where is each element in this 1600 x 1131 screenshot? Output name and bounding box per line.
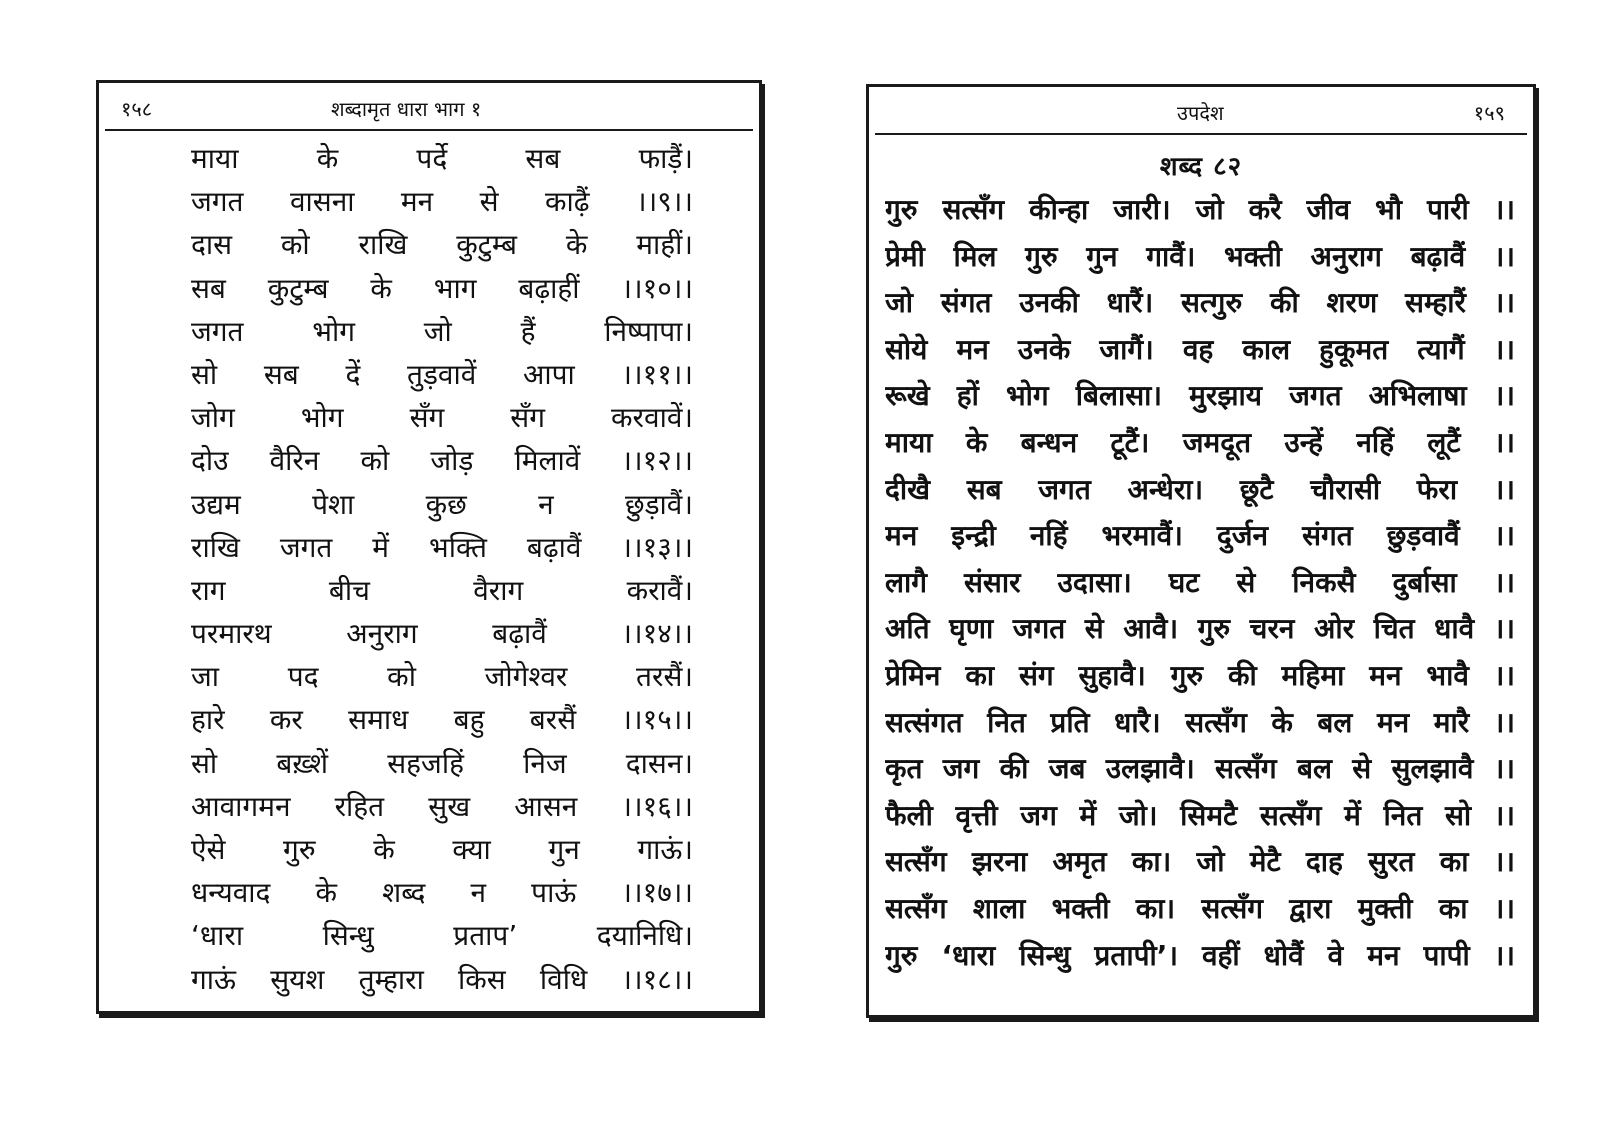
right-page [866,84,1536,1018]
left-page [96,80,762,1014]
verse-line: ‘धारा सिन्धु प्रताप’ दयानिधि। [191,919,693,953]
verse-line: प्रेमिन का संग सुहावै। गुरु की महिमा मन भावै ।। [885,658,1515,692]
verse-line: फैली वृत्ती जग में जो। सिमटै सत्सँग में नित सो ।। [885,798,1515,832]
verse-line: जो संगत उनकी धारैं। सत्गुरु की शरण सम्हारैं ।। [885,286,1515,320]
verse-line: राखि जगत में भक्ति बढ़ावैं ।।१३।। [191,530,693,564]
verse-line: दास को राखि कुटुम्ब के माहीं। [191,228,693,262]
verse-line: अति घृणा जगत से आवै। गुरु चरन ओर चित धावै ।। [885,612,1515,646]
verse-line: मन इन्द्री नहिं भरमावैं। दुर्जन संगत छुड़वावैं ।। [885,519,1515,553]
verse-line: सो बख़्शें सहजहिं निज दासन। [191,746,693,780]
verse-line: जा पद को जोगेश्वर तरसैं। [191,660,693,694]
left-running-title: शब्दामृत धारा भाग १ [331,97,482,121]
verse-line: आवागमन रहित सुख आसन ।।१६।। [191,789,693,823]
verse-line: सोये मन उनके जागैं। वह काल हुकूमत त्यागैं ।। [885,332,1515,366]
verse-line: सत्संगत नित प्रति धारै। सत्सँग के बल मन मारै ।। [885,705,1515,739]
verse-line: जगत वासना मन से काढ़ैं ।।९।। [191,185,693,219]
section-heading: शब्द ८२ [1159,152,1243,182]
verse-line: सब कुटुम्ब के भाग बढ़ाहीं ।।१०।। [191,271,693,305]
verse-line: राग बीच वैराग करावैं। [191,573,693,607]
right-page-number: १५९ [1473,101,1505,125]
verse-line: हारे कर समाध बहु बरसैं ।।१५।। [191,703,693,737]
right-verse-list [885,187,1515,979]
left-page-header [105,89,753,131]
verse-line: गुरु सत्सँग कीन्हा जारी। जो करै जीव भौ पारी ।। [885,193,1515,226]
verse-line: सो सब दें तुड़वावें आपा ।।११।। [191,357,693,391]
right-running-title: उपदेश [1177,101,1224,125]
verse-line: रूखे हों भोग बिलासा। मुरझाय जगत अभिलाषा ।। [885,379,1515,413]
verse-line: जोग भोग सँग सँग करवावें। [191,401,693,435]
verse-line: सत्सँग झरना अमृत का। जो मेटै दाह सुरत का ।। [885,845,1515,879]
verse-line: लागै संसार उदासा। घट से निकसै दुर्बासा ।। [885,565,1515,599]
verse-line: गाऊं सुयश तुम्हारा किस विधि ।।१८।। [191,962,693,996]
verse-line: दीखै सब जगत अन्धेरा। छूटै चौरासी फेरा ।। [885,472,1515,506]
verse-line: ऐसे गुरु के क्या गुन गाऊं। [191,833,693,866]
verse-line: माया के बन्धन टूटैं। जमदूत उन्हें नहिं लूटैं ।। [885,425,1515,459]
verse-line: धन्यवाद के शब्द न पाऊं ।।१७।। [191,876,693,910]
left-page-number: १५८ [121,97,153,121]
verse-line: उद्यम पेशा कुछ न छुड़ावैं। [191,487,693,521]
verse-line: सत्सँग शाला भक्ती का। सत्सँग द्वारा मुक्ती का ।। [885,891,1515,925]
verse-line: गुरु ‘धारा सिन्धु प्रतापी’। वहीं धोवैं वे मन पापी ।। [885,938,1515,972]
verse-line: जगत भोग जो हैं निष्पापा। [191,314,693,348]
left-verse-list [191,137,693,1001]
verse-line: माया के पर्दे सब फाड़ैं। [191,142,693,175]
verse-line: कृत जग की जब उलझावै। सत्सँग बल से सुलझावै ।। [885,752,1515,786]
verse-line: परमारथ अनुराग बढ़ावैं ।।१४।। [191,617,693,651]
verse-line: दोउ वैरिन को जोड़ मिलावें ।।१२।। [191,444,693,478]
verse-line: प्रेमी मिल गुरु गुन गावैं। भक्ती अनुराग बढ़ावैं ।। [885,239,1515,273]
right-page-header [875,93,1527,135]
